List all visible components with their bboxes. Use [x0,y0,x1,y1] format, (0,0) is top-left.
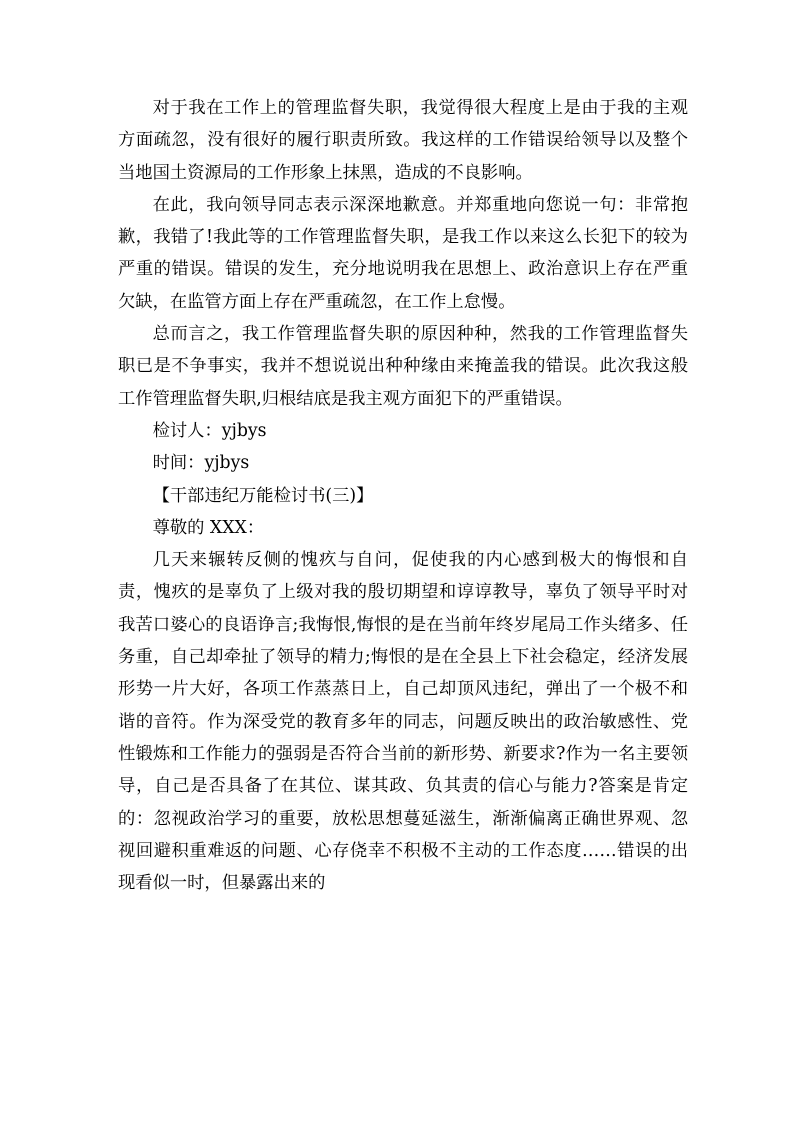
paragraph-apology: 在此，我向领导同志表示深深地歉意。并郑重地向您说一句：非常抱歉，我错了!我此等的工作管理监督失职，是我工作以来这么长犯下的较为严重的错误。错误的发生，充分地说明我在思想上、政治意识上存在严重欠缺，在监管方面上存在严重疏忽，在工作上怠慢。 [118,194,688,312]
paragraph-negligence-cause: 对于我在工作上的管理监督失职，我觉得很大程度上是由于我的主观方面疏忽，没有很好的履行职责所致。我这样的工作错误给领导以及整个当地国土资源局的工作形象上抹黑，造成的不良影响。 [118,98,688,183]
signature-line: 检讨人：yjbys [152,420,267,441]
salutation: 尊敬的 XXX： [152,517,265,538]
document-body [118,92,688,899]
date-line: 时间：yjbys [152,453,250,474]
paragraph-summary: 总而言之，我工作管理监督失职的原因种种，然我的工作管理监督失职已是不争事实，我并不想说说出种种缘由来掩盖我的错误。此次我这般工作管理监督失职,归根结底是我主观方面犯下的严重错误。 [118,324,688,409]
section-heading: 【干部违纪万能检讨书(三)】 [152,485,374,506]
paragraph-reflection: 几天来辗转反侧的愧疚与自问，促使我的内心感到极大的悔恨和自责，愧疚的是辜负了上级对我的殷切期望和谆谆教导，辜负了领导平时对我苦口婆心的良语诤言;我悔恨,悔恨的是在当前年终岁尾局工作头绪多、任务重，自己却牵扯了领导的精力;悔恨的是在全县上下社会稳定，经济发展形势一片大好，各项工作蒸蒸日上，自己却顶风违纪，弹出了一个极不和谐的音符。作为深受党的教育多年的同志，问题反映出的政治敏感性、党性锻炼和工作能力的强弱是否符合当前的新形势、新要求?作为一名主要领导，自己是否具备了在其位、谋其政、负其责的信心与能力?答案是肯定的：忽视政治学习的重要，放松思想蔓延滋生，渐渐偏离正确世界观、忽视回避积重难返的问题、心存侥幸不积极不主动的工作态度……错误的出现看似一时，但暴露出来的 [118,550,688,894]
